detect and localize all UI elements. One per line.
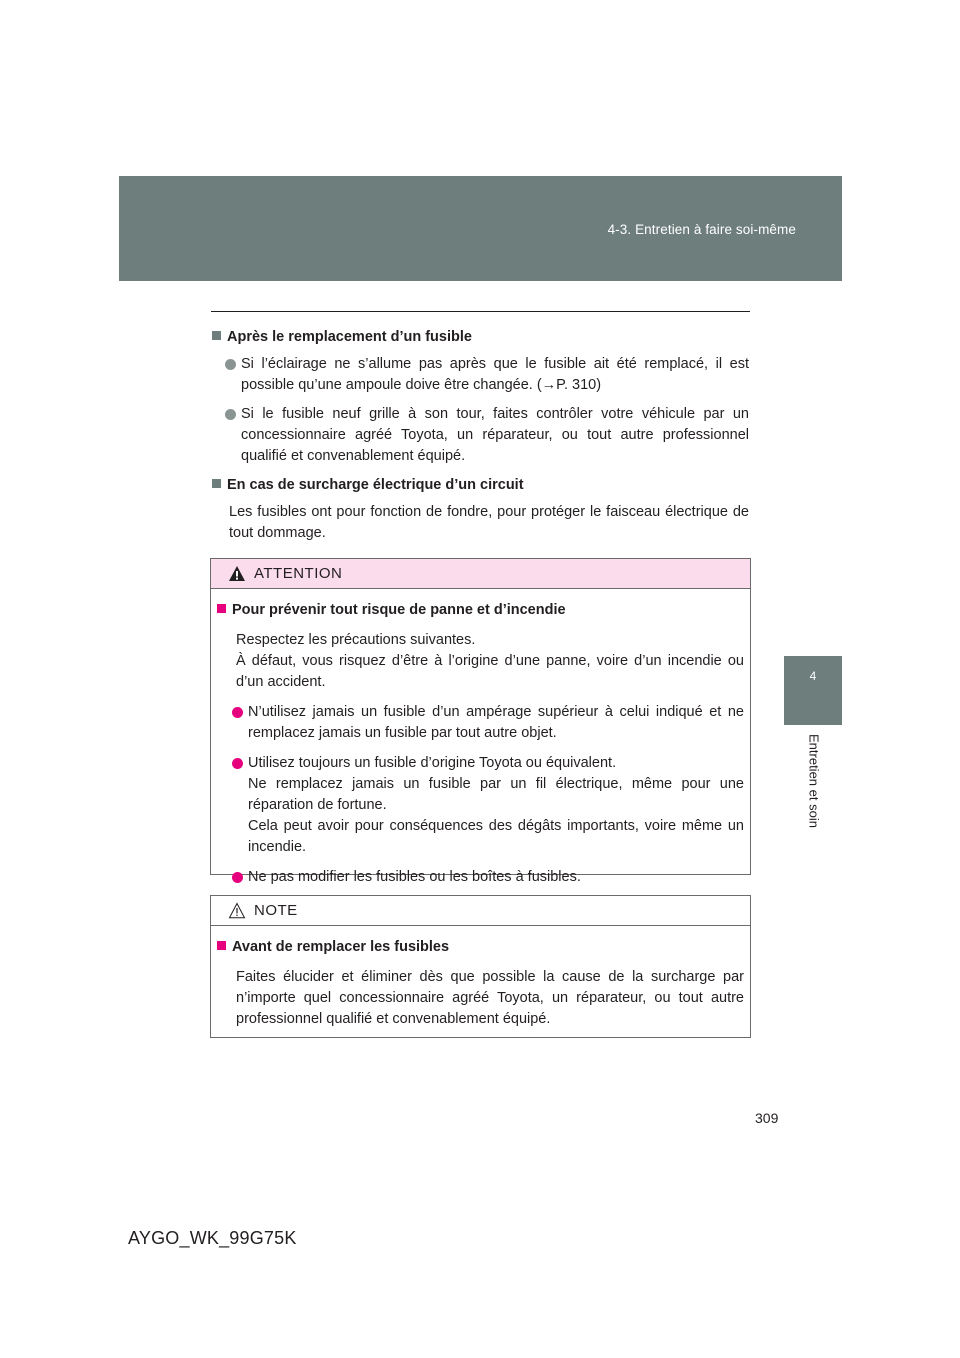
circle-bullet-icon xyxy=(225,409,236,420)
circle-bullet-icon xyxy=(232,707,243,718)
list-item-text: Si l’éclairage ne s’allume pas après que le fusible ait été remplacé, il est possible qu’une ampoule doive être changée. (→P. 310) xyxy=(241,356,749,393)
chapter-number: 4 xyxy=(809,669,817,683)
top-rule xyxy=(211,311,750,312)
attention-body xyxy=(211,589,750,907)
attention-box xyxy=(210,558,751,885)
list-item-text: Cela peut avoir pour conséquences des dégâts importants, voire même un incendie. xyxy=(248,818,744,855)
warning-icon xyxy=(228,565,246,582)
note-body xyxy=(211,926,750,1049)
header-band xyxy=(119,176,842,281)
page-number: 309 xyxy=(755,1110,779,1126)
list-item-text: Si le fusible neuf grille à son tour, faites contrôler votre véhicule par un concessionnaire agréé Toyota, un réparateur, ou tout autre professionnel qualifié et convenablement équipé. xyxy=(241,406,749,464)
list-item xyxy=(212,404,749,467)
square-bullet-icon xyxy=(212,331,221,340)
list-item-text: N’utilisez jamais un fusible d’un ampérage supérieur à celui indiqué et ne remplacez jamais un fusible par tout autre objet. xyxy=(248,704,744,741)
section-title: 4-3. Entretien à faire soi-même xyxy=(607,222,796,237)
heading-text: En cas de surcharge électrique d’un circuit xyxy=(227,477,524,493)
chapter-label-text: Entretien et soin xyxy=(806,734,822,828)
heading-text: Pour prévenir tout risque de panne et d’incendie xyxy=(232,602,566,618)
paragraph: Les fusibles ont pour fonction de fondre, pour protéger le faisceau électrique de tout dommage. xyxy=(229,504,749,541)
heading-text: Après le remplacement d’un fusible xyxy=(227,329,472,345)
list-item xyxy=(217,702,744,744)
note-header xyxy=(211,896,750,926)
caution-icon xyxy=(228,902,246,919)
square-bullet-icon xyxy=(212,479,221,488)
list-item-text: Utilisez toujours un fusible d’origine Toyota ou équivalent. xyxy=(248,755,617,771)
heading-text: Avant de remplacer les fusibles xyxy=(232,939,450,955)
circle-bullet-icon xyxy=(232,872,243,883)
attention-intro xyxy=(217,630,744,693)
note-text: Faites élucider et éliminer dès que possible la cause de la surcharge par n’importe quel concessionnaire agréé Toyota, un réparateur, ou tout autre professionnel qualifié et convenablement équipé. xyxy=(236,969,744,1027)
list-item-text: Ne pas modifier les fusibles ou les boîtes à fusibles. xyxy=(248,869,581,885)
main-content xyxy=(212,327,749,552)
attention-title: ATTENTION xyxy=(254,565,343,582)
list-item xyxy=(217,867,744,888)
chapter-label xyxy=(807,734,821,844)
list-item xyxy=(212,354,749,396)
attention-header xyxy=(211,559,750,589)
note-box xyxy=(210,895,751,1038)
document-code: AYGO_WK_99G75K xyxy=(128,1228,297,1248)
list-item-text: Ne remplacez jamais un fusible par un fil électrique, même pour une réparation de fortune. xyxy=(248,776,744,813)
note-heading xyxy=(217,937,744,958)
chapter-tab xyxy=(784,656,842,725)
square-bullet-icon xyxy=(217,941,226,950)
intro-line: Respectez les précautions suivantes. xyxy=(236,632,476,648)
section-heading xyxy=(212,475,749,496)
list-item xyxy=(217,753,744,858)
circle-bullet-icon xyxy=(232,758,243,769)
section-heading xyxy=(212,327,749,348)
intro-line: À défaut, vous risquez d’être à l’origine d’une panne, voire d’un incendie ou d’un accident. xyxy=(236,653,744,690)
circle-bullet-icon xyxy=(225,359,236,370)
note-title: NOTE xyxy=(254,902,298,919)
square-bullet-icon xyxy=(217,604,226,613)
attention-heading xyxy=(217,600,744,621)
